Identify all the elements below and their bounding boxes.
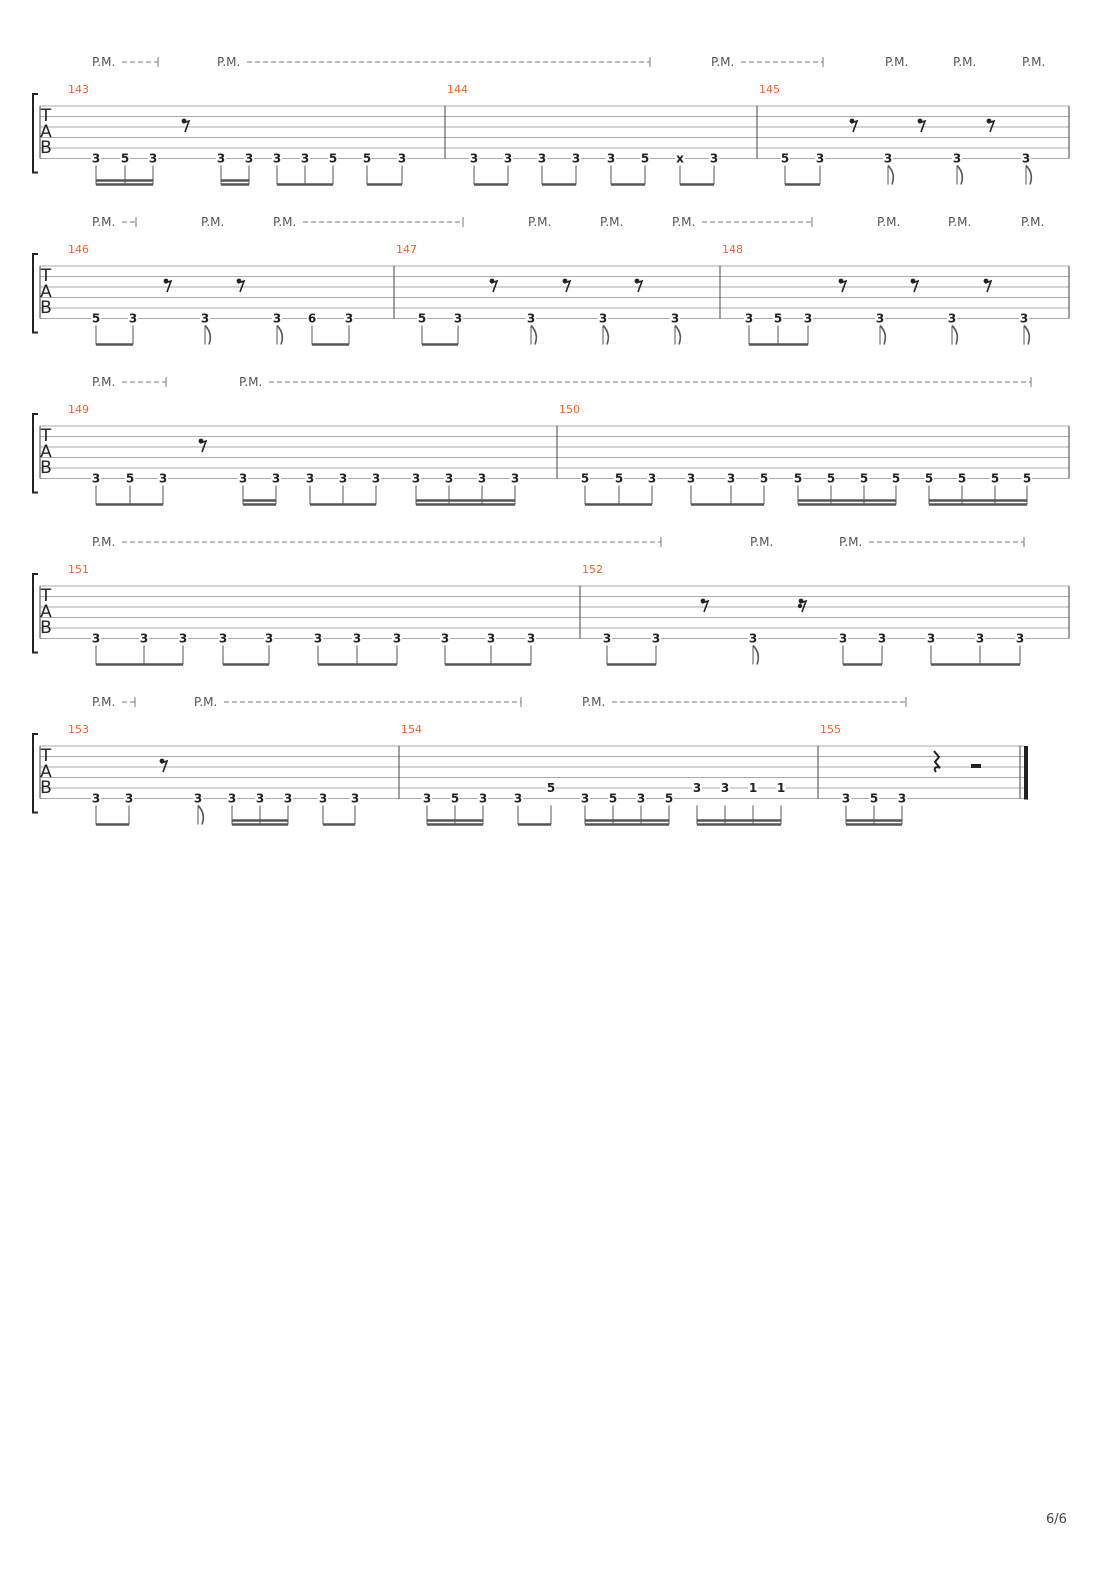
fret-number: 5 (417, 311, 427, 326)
fret-number: 5 (793, 471, 803, 486)
fret-number: 3 (670, 311, 680, 326)
fret-number: 3 (720, 781, 730, 795)
fret-number: 3 (975, 631, 985, 646)
tab-clef-letter: B (40, 778, 52, 798)
measure-number: 146 (68, 243, 89, 256)
fret-number: 3 (422, 791, 432, 806)
fret-number: 3 (598, 311, 608, 326)
tab-clef-letter: A (40, 122, 52, 142)
palm-mute-label: P.M. (239, 375, 263, 389)
fret-number: 3 (926, 631, 936, 646)
fret-number: 3 (218, 631, 228, 646)
fret-number: 3 (352, 631, 362, 646)
fret-number: 3 (838, 631, 848, 646)
tab-clef-letter: B (40, 138, 52, 158)
measure-number: 149 (68, 403, 89, 416)
fret-number: 3 (91, 151, 101, 166)
fret-number: 3 (952, 151, 962, 166)
measure-number: 143 (68, 83, 89, 96)
palm-mute-label: P.M. (877, 215, 901, 229)
tab-clef-letter: B (40, 298, 52, 318)
fret-number: 3 (1019, 311, 1029, 326)
fret-number: 3 (272, 151, 282, 166)
fret-number: 5 (362, 151, 372, 166)
fret-number: 3 (283, 791, 293, 806)
fret-number: 3 (510, 471, 520, 486)
fret-number: 5 (924, 471, 934, 486)
system-bracket (33, 734, 38, 813)
fret-number: 3 (453, 311, 463, 326)
fret-number: 3 (440, 631, 450, 646)
note-flag (531, 326, 536, 345)
note-flag (880, 326, 885, 345)
fret-number: 3 (478, 791, 488, 806)
measure-number: 155 (820, 723, 841, 736)
fret-number: 3 (264, 631, 274, 646)
palm-mute-label: P.M. (672, 215, 696, 229)
note-flag (888, 166, 893, 185)
fret-number: 3 (148, 151, 158, 166)
fret-number: 5 (125, 471, 135, 486)
fret-number: 3 (255, 791, 265, 806)
palm-mute-label: P.M. (1022, 55, 1046, 69)
fret-number: 3 (397, 151, 407, 166)
fret-number: 3 (526, 311, 536, 326)
palm-mute-label: P.M. (194, 695, 218, 709)
palm-mute-label: P.M. (582, 695, 606, 709)
fret-number: 3 (300, 151, 310, 166)
note-flag (603, 326, 608, 345)
palm-mute-label: P.M. (92, 215, 116, 229)
fret-number: 3 (647, 471, 657, 486)
tab-clef-letter: A (40, 762, 52, 782)
fret-number: 3 (744, 311, 754, 326)
fret-number: 3 (200, 311, 210, 326)
measure-number: 145 (759, 83, 780, 96)
fret-number: 3 (271, 471, 281, 486)
fret-number: 3 (91, 471, 101, 486)
fret-number: 3 (651, 631, 661, 646)
fret-number: 3 (841, 791, 851, 806)
note-flag (675, 326, 680, 345)
fret-number: 5 (826, 471, 836, 486)
system-bracket (33, 94, 38, 173)
fret-number: 5 (780, 151, 790, 166)
sixteenth-rest-dot (798, 604, 802, 608)
tab-clef-letter: A (40, 602, 52, 622)
fret-number: 5 (580, 471, 590, 486)
fret-number: 3 (606, 151, 616, 166)
fret-number: 5 (640, 151, 650, 166)
fret-number: 3 (313, 631, 323, 646)
fret-number: 3 (244, 151, 254, 166)
fret-number: 5 (546, 781, 556, 795)
quarter-rest (934, 751, 940, 772)
fret-number: 3 (227, 791, 237, 806)
palm-mute-label: P.M. (839, 535, 863, 549)
fret-number: 3 (1015, 631, 1025, 646)
note-flag (277, 326, 282, 345)
fret-number: 5 (891, 471, 901, 486)
note-flag (957, 166, 962, 185)
palm-mute-label: P.M. (600, 215, 624, 229)
palm-mute-label: P.M. (92, 535, 116, 549)
fret-number: 3 (178, 631, 188, 646)
fret-number: 3 (338, 471, 348, 486)
fret-number: 3 (503, 151, 513, 166)
fret-number: 6 (307, 311, 317, 326)
measure-number: 152 (582, 563, 603, 576)
fret-number: 3 (815, 151, 825, 166)
fret-number: 3 (580, 791, 590, 806)
fret-number: 5 (91, 311, 101, 326)
fret-number: x (676, 151, 684, 166)
page-number: 6/6 (1046, 1512, 1067, 1527)
fret-number: 3 (748, 631, 758, 646)
note-flag (1024, 326, 1029, 345)
fret-number: 5 (990, 471, 1000, 486)
measure-number: 150 (559, 403, 580, 416)
fret-number: 3 (513, 791, 523, 806)
palm-mute-label: P.M. (273, 215, 297, 229)
fret-number: 3 (371, 471, 381, 486)
fret-number: 5 (120, 151, 130, 166)
fret-number: 3 (883, 151, 893, 166)
palm-mute-label: P.M. (201, 215, 225, 229)
palm-mute-label: P.M. (885, 55, 909, 69)
tab-clef-letter: T (40, 746, 52, 766)
fret-number: 3 (486, 631, 496, 646)
fret-number: 3 (318, 791, 328, 806)
fret-number: 3 (726, 471, 736, 486)
fret-number: 5 (759, 471, 769, 486)
fret-number: 3 (602, 631, 612, 646)
fret-number: 3 (305, 471, 315, 486)
fret-number: 1 (748, 781, 758, 795)
fret-number: 3 (411, 471, 421, 486)
fret-number: 5 (328, 151, 338, 166)
fret-number: 3 (392, 631, 402, 646)
palm-mute-label: P.M. (1021, 215, 1045, 229)
half-rest (971, 764, 981, 768)
fret-number: 3 (139, 631, 149, 646)
palm-mute-label: P.M. (92, 695, 116, 709)
fret-number: 3 (272, 311, 282, 326)
note-flag (198, 806, 203, 825)
palm-mute-label: P.M. (750, 535, 774, 549)
note-flag (753, 646, 758, 665)
measure-number: 147 (396, 243, 417, 256)
tab-clef-letter: A (40, 282, 52, 302)
fret-number: 3 (193, 791, 203, 806)
fret-number: 3 (709, 151, 719, 166)
tab-clef-letter: T (40, 266, 52, 286)
fret-number: 3 (537, 151, 547, 166)
fret-number: 5 (664, 791, 674, 806)
note-flag (952, 326, 957, 345)
fret-number: 1 (776, 781, 786, 795)
fret-number: 3 (526, 631, 536, 646)
measure-number: 148 (722, 243, 743, 256)
tab-clef-letter: T (40, 106, 52, 126)
fret-number: 5 (869, 791, 879, 806)
fret-number: 3 (91, 631, 101, 646)
fret-number: 3 (158, 471, 168, 486)
fret-number: 3 (636, 791, 646, 806)
fret-number: 5 (773, 311, 783, 326)
measure-number: 151 (68, 563, 89, 576)
fret-number: 3 (216, 151, 226, 166)
fret-number: 5 (859, 471, 869, 486)
tab-clef-letter: B (40, 618, 52, 638)
fret-number: 3 (692, 781, 702, 795)
fret-number: 3 (803, 311, 813, 326)
fret-number: 3 (477, 471, 487, 486)
fret-number: 3 (238, 471, 248, 486)
measure-number: 153 (68, 723, 89, 736)
tab-clef-letter: B (40, 458, 52, 478)
fret-number: 3 (444, 471, 454, 486)
measure-number: 154 (401, 723, 422, 736)
fret-number: 3 (875, 311, 885, 326)
fret-number: 5 (608, 791, 618, 806)
tab-clef-letter: T (40, 586, 52, 606)
fret-number: 3 (469, 151, 479, 166)
fret-number: 3 (897, 791, 907, 806)
palm-mute-label: P.M. (217, 55, 241, 69)
system-bracket (33, 414, 38, 493)
tab-clef-letter: T (40, 426, 52, 446)
palm-mute-label: P.M. (948, 215, 972, 229)
fret-number: 3 (344, 311, 354, 326)
fret-number: 3 (877, 631, 887, 646)
fret-number: 3 (947, 311, 957, 326)
fret-number: 3 (91, 791, 101, 806)
note-flag (1026, 166, 1031, 185)
palm-mute-label: P.M. (711, 55, 735, 69)
fret-number: 3 (124, 791, 134, 806)
fret-number: 3 (128, 311, 138, 326)
palm-mute-label: P.M. (92, 375, 116, 389)
system-bracket (33, 574, 38, 653)
final-barline-thick (1024, 746, 1028, 800)
tab-clef-letter: A (40, 442, 52, 462)
palm-mute-label: P.M. (92, 55, 116, 69)
fret-number: 3 (686, 471, 696, 486)
fret-number: 5 (957, 471, 967, 486)
system-bracket (33, 254, 38, 333)
palm-mute-label: P.M. (953, 55, 977, 69)
fret-number: 5 (450, 791, 460, 806)
palm-mute-label: P.M. (528, 215, 552, 229)
fret-number: 3 (571, 151, 581, 166)
fret-number: 3 (1021, 151, 1031, 166)
note-flag (205, 326, 210, 345)
fret-number: 3 (350, 791, 360, 806)
fret-number: 5 (1022, 471, 1032, 486)
fret-number: 5 (614, 471, 624, 486)
measure-number: 144 (447, 83, 468, 96)
